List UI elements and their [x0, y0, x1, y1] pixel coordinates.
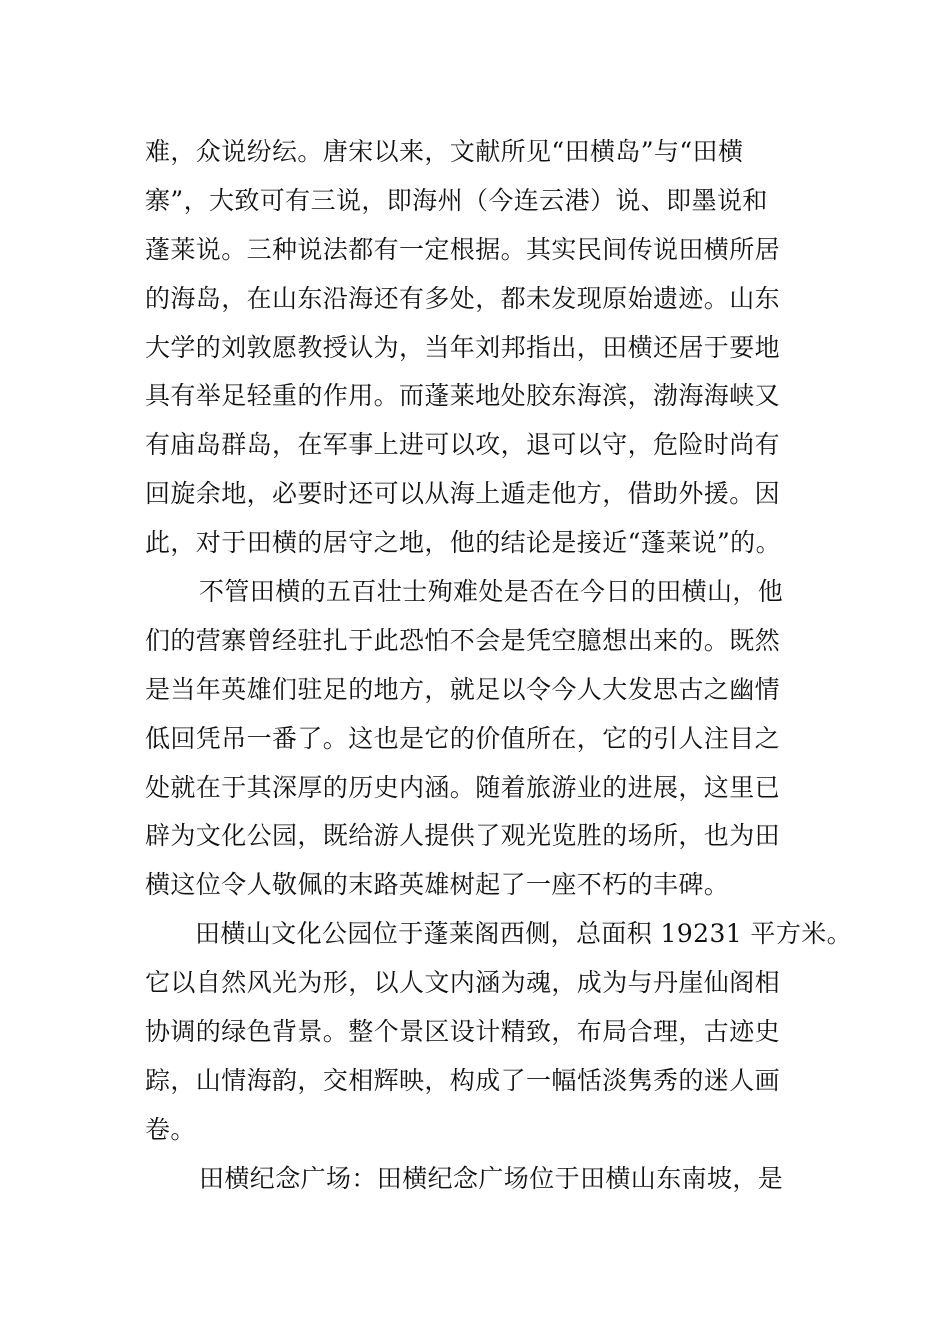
paragraph-start-line: 不管田横的五百壮士殉难处是否在今日的田横山，他 — [199, 577, 784, 607]
text-line: 低回凭吊一番了。这也是它的价值所在，它的引人注目之 — [145, 723, 781, 753]
text-line: 大学的刘敦愿教授认为，当年刘邦指出，田横还居于要地 — [145, 332, 781, 362]
text-line: 具有举足轻重的作用。而蓬莱地处胶东海滨，渤海海峡又 — [145, 381, 781, 411]
text-line: 协调的绿色背景。整个景区设计精致，布局合理，古迹史 — [145, 1017, 781, 1047]
text-line: 踪，山情海韵，交相辉映，构成了一幅恬淡隽秀的迷人画 — [145, 1065, 781, 1095]
text-line: 是当年英雄们驻足的地方，就足以令今人大发思古之幽情 — [145, 674, 781, 704]
body-text — [145, 128, 853, 1204]
text-line: 横这位令人敬佩的末路英雄树起了一座不朽的丰碑。 — [145, 870, 730, 900]
text-line: 有庙岛群岛，在军事上进可以攻，退可以守，危险时尚有 — [145, 430, 781, 460]
text-line: 难，众说纷纭。唐宋以来，文献所见“田横岛”与“田横 — [145, 137, 744, 166]
text-line: 的海岛，在山东沿海还有多处，都未发现原始遗迹。山东 — [145, 283, 781, 313]
text-line: 们的营寨曾经驻扎于此恐怕不会是凭空臆想出来的。既然 — [145, 625, 781, 655]
text-line: 辟为文化公园，既给游人提供了观光览胜的场所，也为田 — [145, 821, 781, 851]
text-line: 寨”，大致可有三说，即海州（今连云港）说、即墨说和 — [145, 185, 768, 215]
text-line: 它以自然风光为形，以人文内涵为魂，成为与丹崖仙阁相 — [145, 968, 781, 998]
text-line: 此，对于田横的居守之地，他的结论是接近“蓬莱说”的。 — [145, 528, 781, 558]
paragraph-start-line: 田横纪念广场：田横纪念广场位于田横山东南坡，是 — [199, 1163, 784, 1193]
text-line: 处就在于其深厚的历史内涵。随着旅游业的进展，这里已 — [145, 772, 781, 802]
text-line: 回旋余地，必要时还可以从海上遁走他方，借助外援。因 — [145, 479, 781, 509]
text-line: 蓬莱说。三种说法都有一定根据。其实民间传说田横所居 — [145, 234, 781, 264]
paragraph-start-line: 田横山文化公园位于蓬莱阁西侧，总面积 19231 平方米。 — [195, 919, 853, 949]
text-line: 卷。 — [145, 1114, 196, 1144]
